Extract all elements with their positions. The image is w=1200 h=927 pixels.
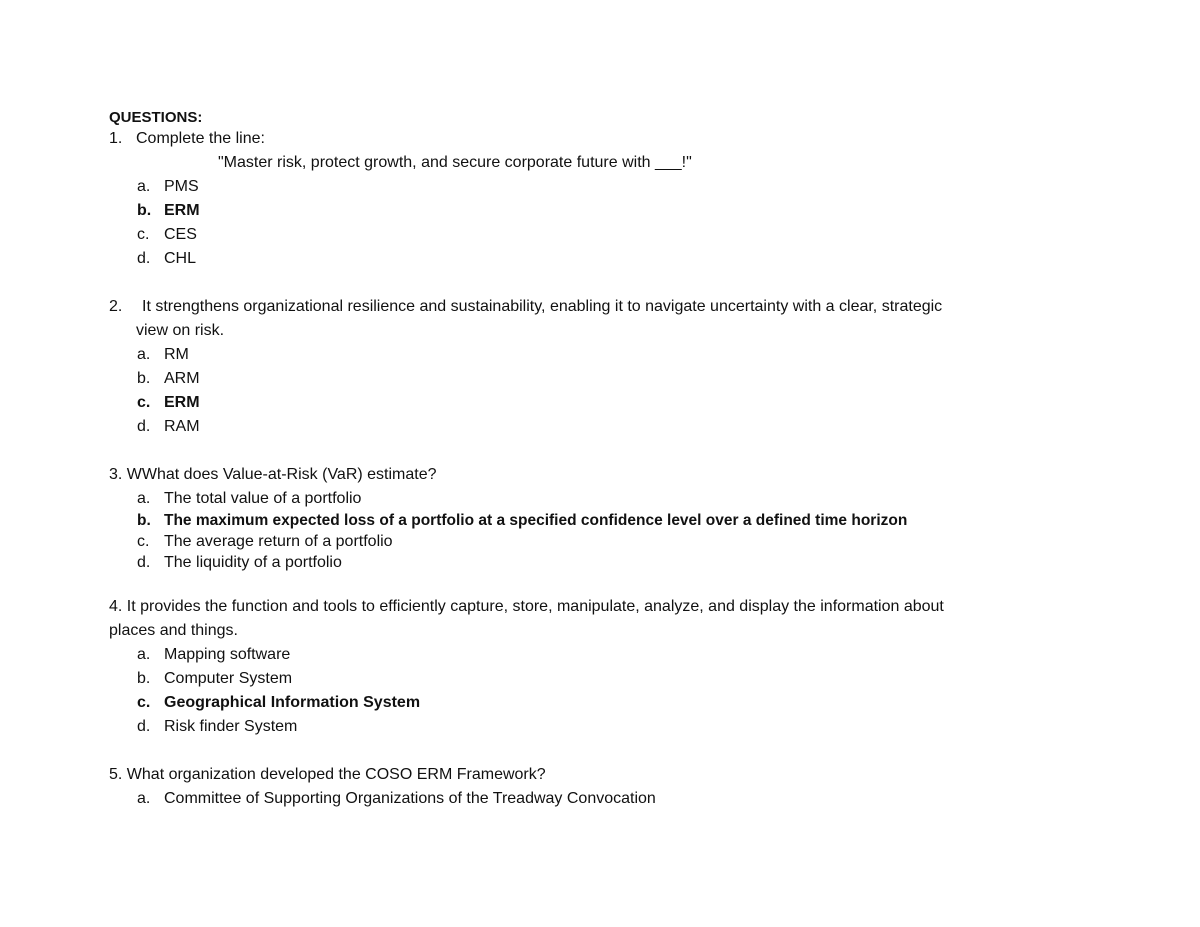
option-1d (137, 249, 196, 269)
option-letter: c. (137, 394, 151, 411)
option-2b (137, 369, 200, 389)
question-2-line2: view on risk. (136, 322, 225, 339)
option-text: Computer System (164, 670, 293, 687)
question-number: 2. (109, 298, 123, 315)
option-text: The liquidity of a portfolio (164, 554, 342, 571)
option-4b (137, 669, 292, 689)
option-3c (137, 532, 393, 552)
option-4a (137, 645, 290, 665)
option-text: CHL (164, 250, 197, 267)
question-number: 1. (109, 130, 123, 147)
option-2d (137, 417, 200, 437)
option-text: RAM (164, 418, 200, 435)
option-4d (137, 717, 297, 737)
option-2c-correct (137, 393, 200, 413)
question-text-line1: It strengthens organizational resilience and sustainability, enabling it to navigate uncertainty with a clear, strategic (142, 298, 943, 315)
option-3d (137, 553, 342, 573)
page-heading: QUESTIONS: (109, 109, 203, 126)
question-5: 5. What organization developed the COSO ERM Framework? (109, 766, 546, 783)
option-text: ERM (164, 394, 200, 411)
option-text: Geographical Information System (164, 694, 421, 711)
option-text: CES (164, 226, 197, 243)
option-text: PMS (164, 178, 199, 195)
option-letter: b. (137, 370, 151, 387)
question-2 (109, 297, 942, 317)
option-letter: b. (137, 202, 152, 219)
option-5a (137, 789, 656, 809)
question-4: 4. It provides the function and tools to efficiently capture, store, manipulate, analyze, and display the information about (109, 598, 944, 615)
option-1a (137, 177, 199, 197)
option-text: ERM (164, 202, 200, 219)
option-text: Mapping software (164, 646, 291, 663)
option-text: The average return of a portfolio (164, 533, 393, 550)
question-text: Complete the line: (136, 130, 265, 147)
question-1 (109, 129, 265, 149)
option-letter: a. (137, 790, 151, 807)
question-1-quote: "Master risk, protect growth, and secure corporate future with ___!" (218, 154, 692, 171)
option-letter: d. (137, 418, 151, 435)
option-letter: a. (137, 490, 151, 507)
option-letter: d. (137, 554, 151, 571)
option-letter: c. (137, 694, 151, 711)
option-3b-correct (137, 511, 907, 531)
option-1b-correct (137, 201, 200, 221)
option-2a (137, 345, 189, 365)
option-letter: d. (137, 718, 151, 735)
option-text: RM (164, 346, 189, 363)
question-3: 3. WWhat does Value-at-Risk (VaR) estimate? (109, 466, 437, 483)
option-1c (137, 225, 197, 245)
option-letter: a. (137, 178, 151, 195)
option-letter: c. (137, 226, 150, 243)
option-text: Committee of Supporting Organizations of the Treadway Convocation (164, 790, 656, 807)
option-letter: a. (137, 346, 151, 363)
option-3a (137, 489, 361, 509)
option-letter: a. (137, 646, 151, 663)
option-4c-correct (137, 693, 420, 713)
option-letter: b. (137, 670, 151, 687)
question-4-line2: places and things. (109, 622, 238, 639)
option-letter: c. (137, 533, 150, 550)
option-letter: b. (137, 512, 151, 529)
option-text: Risk finder System (164, 718, 298, 735)
option-text: The total value of a portfolio (164, 490, 362, 507)
option-letter: d. (137, 250, 151, 267)
option-text: ARM (164, 370, 200, 387)
option-text: The maximum expected loss of a portfolio at a specified confidence level over a defined time horizon (164, 512, 908, 529)
